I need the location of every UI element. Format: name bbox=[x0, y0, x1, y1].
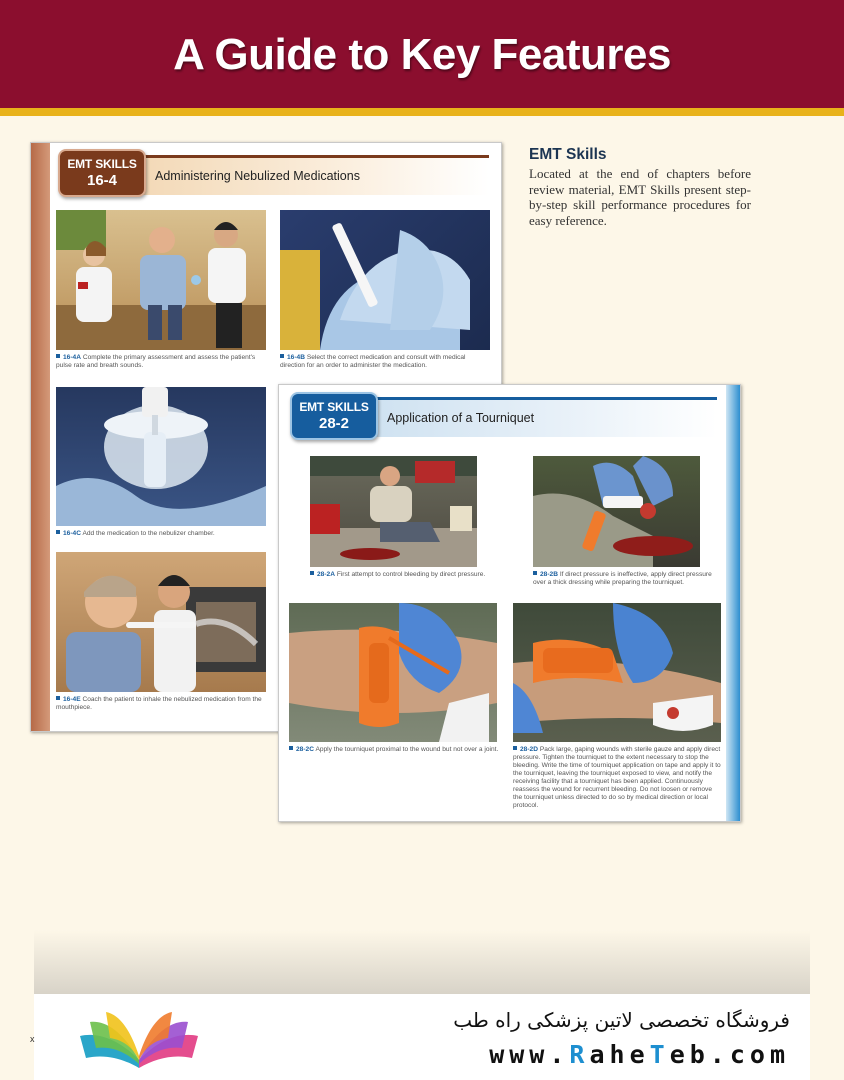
caption-16-4c bbox=[56, 530, 268, 538]
page-edge-tab bbox=[726, 385, 740, 821]
caption-text: First attempt to control bleeding by direct pressure. bbox=[336, 571, 486, 578]
open-book-logo-icon bbox=[78, 1008, 200, 1072]
photo-28-2a bbox=[310, 456, 477, 567]
footer-fade bbox=[34, 930, 810, 994]
bullet-square-icon bbox=[280, 354, 284, 358]
skill-title: Administering Nebulized Medications bbox=[155, 169, 360, 183]
bullet-square-icon bbox=[513, 746, 517, 750]
caption-text: Pack large, gaping wounds with sterile gauze and apply direct pressure. Tighten the tourniquet to the extent necessary to stop the bleeding. Write the time of tourniquet application on tape and apply it to the tourniquet, leaving the tourniquet exposed to view, and notify the receiving facility that a tourniquet has been applied. Continuously reassess the wound for recurrent bleeding. Do not loosen or remove the tourniquet unless directed to do so by medical direction or local protocol. bbox=[513, 746, 721, 809]
bullet-square-icon bbox=[56, 354, 60, 358]
photo-28-2b bbox=[533, 456, 700, 567]
page-edge-tab bbox=[31, 143, 50, 731]
caption-text: Coach the patient to inhale the nebulized medication from the mouthpiece. bbox=[56, 696, 262, 711]
photo-28-2c bbox=[289, 603, 497, 742]
photo-28-2d bbox=[513, 603, 721, 742]
caption-number: 28-2A bbox=[317, 571, 335, 578]
caption-number: 16-4C bbox=[63, 530, 81, 537]
caption-number: 16-4E bbox=[63, 696, 81, 703]
caption-28-2a bbox=[310, 571, 510, 579]
bullet-square-icon bbox=[310, 571, 314, 575]
photo-16-4b bbox=[280, 210, 490, 350]
emt-skills-badge bbox=[58, 149, 146, 197]
badge-label: EMT SKILLS bbox=[67, 157, 137, 171]
badge-number: 28-2 bbox=[318, 415, 350, 432]
store-url[interactable]: www.RaheTeb.com bbox=[489, 1040, 790, 1069]
caption-28-2c bbox=[289, 746, 499, 754]
caption-text: Apply the tourniquet proximal to the wound but not over a joint. bbox=[315, 746, 499, 753]
caption-number: 16-4A bbox=[63, 354, 81, 361]
caption-number: 28-2B bbox=[540, 571, 558, 578]
bullet-square-icon bbox=[56, 530, 60, 534]
bullet-square-icon bbox=[533, 571, 537, 575]
store-name: فروشگاه تخصصی لاتین پزشکی راه طب bbox=[453, 1008, 790, 1032]
badge-number: 16-4 bbox=[86, 172, 118, 189]
caption-text: Select the correct medication and consult with medical direction for an order to administer the medication. bbox=[280, 354, 466, 369]
caption-28-2b bbox=[533, 571, 719, 587]
page-number: x bbox=[30, 1034, 35, 1044]
caption-number: 28-2D bbox=[520, 746, 538, 753]
caption-16-4a bbox=[56, 354, 268, 370]
emt-skills-badge bbox=[290, 392, 378, 440]
feature-title: EMT Skills bbox=[529, 146, 607, 163]
caption-text: Add the medication to the nebulizer chamber. bbox=[82, 530, 215, 537]
feature-description: Located at the end of chapters before review material, EMT Skills present step-by-step skill performance procedures for easy reference. bbox=[529, 166, 751, 228]
skill-page-28-2 bbox=[278, 384, 741, 822]
bullet-square-icon bbox=[289, 746, 293, 750]
badge-label: EMT SKILLS bbox=[299, 400, 369, 414]
caption-16-4e bbox=[56, 696, 268, 712]
caption-number: 16-4B bbox=[287, 354, 305, 361]
photo-16-4e bbox=[56, 552, 266, 692]
photo-16-4c bbox=[56, 387, 266, 526]
page-title: A Guide to Key Features bbox=[173, 30, 671, 79]
caption-number: 28-2C bbox=[296, 746, 314, 753]
caption-text: If direct pressure is ineffective, apply direct pressure over a thick dressing while preparing the tourniquet. bbox=[533, 571, 712, 586]
photo-16-4a bbox=[56, 210, 266, 350]
banner-stripe bbox=[0, 108, 844, 116]
store-footer bbox=[34, 994, 810, 1080]
skill-title: Application of a Tourniquet bbox=[387, 411, 535, 425]
caption-28-2d bbox=[513, 746, 721, 810]
caption-16-4b bbox=[280, 354, 492, 370]
bullet-square-icon bbox=[56, 696, 60, 700]
caption-text: Complete the primary assessment and assess the patient's pulse rate and breath sounds. bbox=[56, 354, 256, 369]
